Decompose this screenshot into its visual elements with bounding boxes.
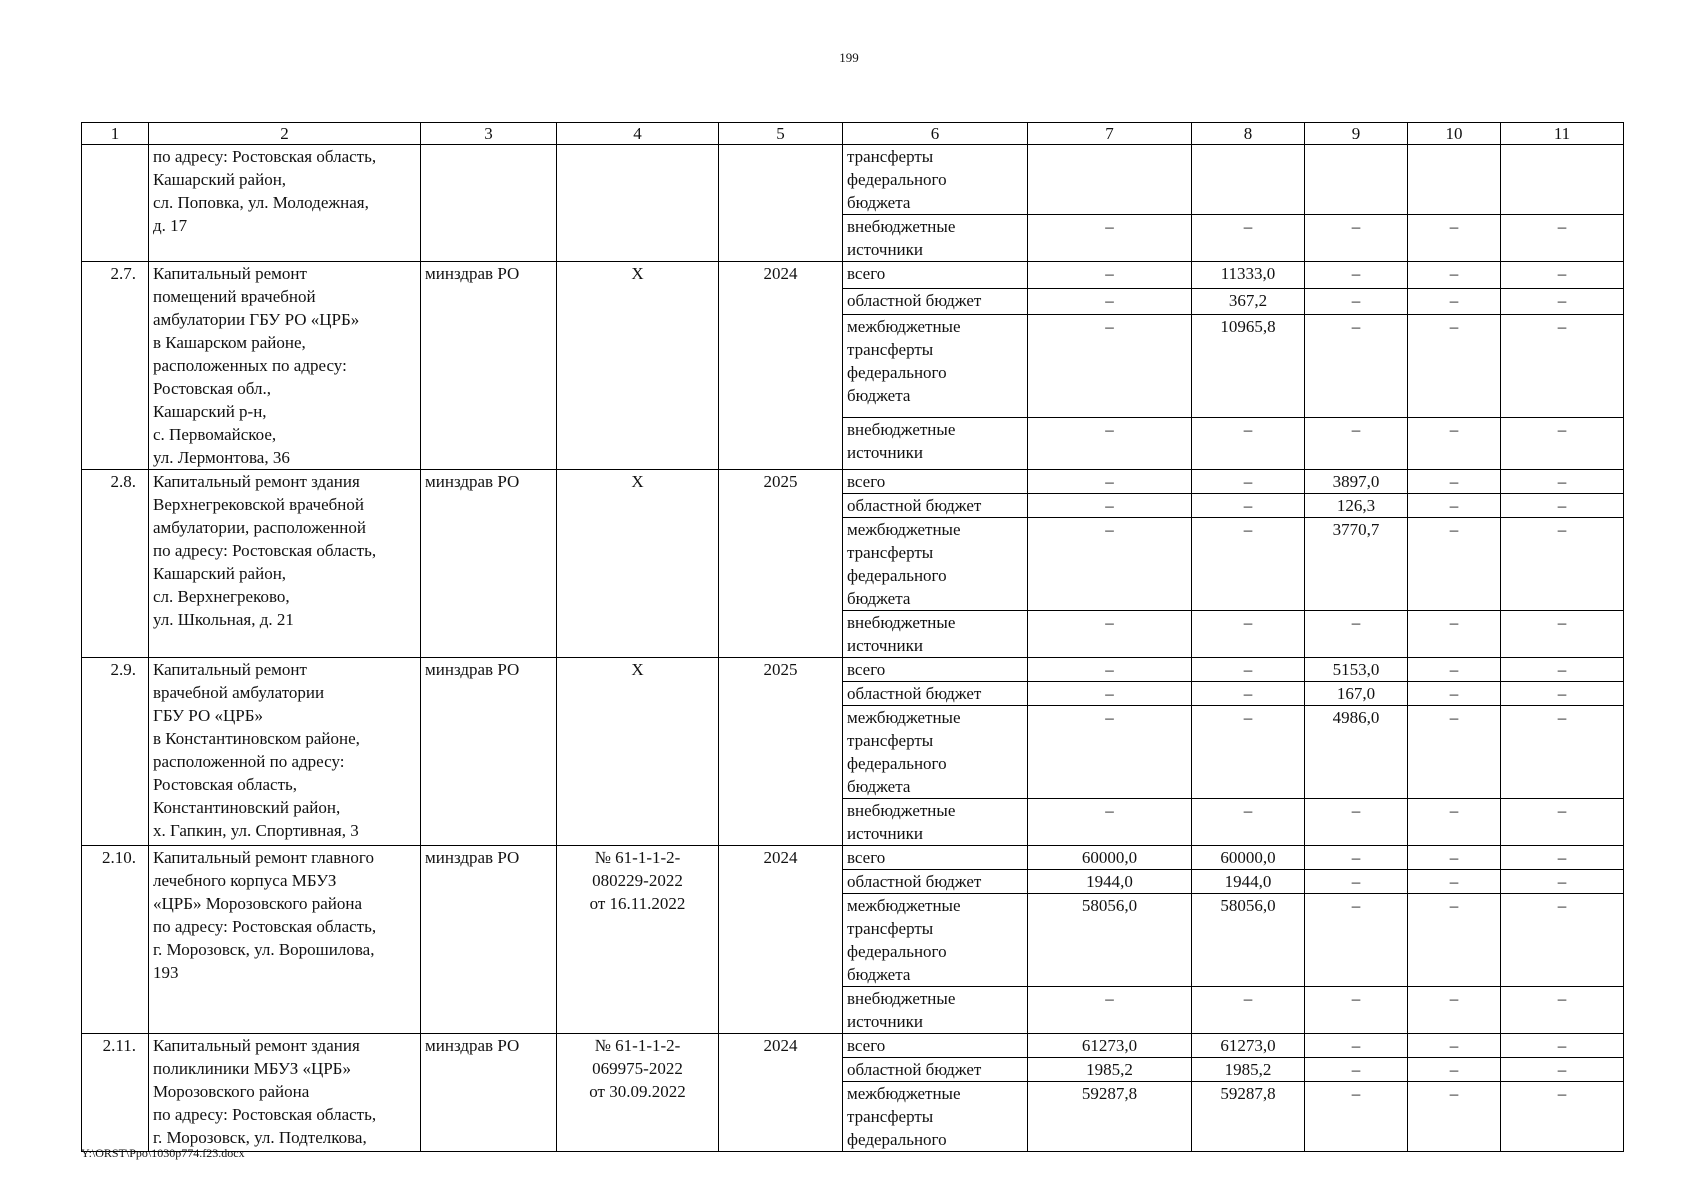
amount-cell: – <box>1028 470 1192 494</box>
amount-cell: – <box>1408 987 1501 1034</box>
item-number-cell <box>82 145 149 262</box>
header-cell: 4 <box>557 123 719 145</box>
amount-cell: – <box>1501 706 1624 799</box>
header-cell: 10 <box>1408 123 1501 145</box>
amount-cell: 59287,8 <box>1028 1082 1192 1152</box>
amount-cell: – <box>1501 1082 1624 1152</box>
amount-cell: – <box>1408 611 1501 658</box>
table-row <box>82 145 1624 215</box>
header-cell: 8 <box>1192 123 1305 145</box>
object-name-cell: Капитальный ремонт врачебной амбулатории ГБУ РО «ЦРБ» в Константиновском районе, расположенной по адресу: Ростовская область, Константиновский район, х. Гапкин, ул. Спортивная, 3 <box>149 658 421 846</box>
executor-cell: минздрав РО <box>421 1034 557 1152</box>
amount-cell: – <box>1028 315 1192 418</box>
object-name-cell: по адресу: Ростовская область, Кашарский район, сл. Поповка, ул. Молодежная, д. 17 <box>149 145 421 262</box>
amount-cell: – <box>1192 417 1305 469</box>
document-cell: № 61-1-1-2- 080229-2022 от 16.11.2022 <box>557 846 719 1034</box>
amount-cell: – <box>1028 215 1192 262</box>
amount-cell: – <box>1501 1034 1624 1058</box>
amount-cell: – <box>1028 288 1192 315</box>
table-row <box>82 846 1624 870</box>
header-cell: 2 <box>149 123 421 145</box>
item-number-cell: 2.9. <box>82 658 149 846</box>
amount-cell: – <box>1408 417 1501 469</box>
amount-cell: – <box>1305 417 1408 469</box>
funding-source-cell: всего <box>843 262 1028 289</box>
item-number-cell: 2.8. <box>82 470 149 658</box>
amount-cell: 11333,0 <box>1192 262 1305 289</box>
funding-source-cell: всего <box>843 658 1028 682</box>
document-cell: № 61-1-1-2- 069975-2022 от 30.09.2022 <box>557 1034 719 1152</box>
amount-cell: – <box>1305 262 1408 289</box>
amount-cell <box>1028 145 1192 215</box>
amount-cell: – <box>1408 706 1501 799</box>
amount-cell: – <box>1192 799 1305 846</box>
amount-cell: – <box>1305 315 1408 418</box>
funding-source-cell: межбюджетные трансферты федерального бюджета <box>843 518 1028 611</box>
document-cell <box>557 145 719 262</box>
item-number-cell: 2.11. <box>82 1034 149 1152</box>
amount-cell: – <box>1501 417 1624 469</box>
amount-cell: – <box>1305 870 1408 894</box>
amount-cell: – <box>1305 611 1408 658</box>
header-cell: 1 <box>82 123 149 145</box>
amount-cell: – <box>1305 894 1408 987</box>
amount-cell: – <box>1408 1058 1501 1082</box>
amount-cell: – <box>1408 846 1501 870</box>
amount-cell: – <box>1028 706 1192 799</box>
funding-source-cell: областной бюджет <box>843 1058 1028 1082</box>
year-cell: 2024 <box>719 262 843 470</box>
header-cell: 6 <box>843 123 1028 145</box>
amount-cell: – <box>1028 518 1192 611</box>
amount-cell: – <box>1028 799 1192 846</box>
amount-cell: – <box>1408 1034 1501 1058</box>
funding-source-cell: внебюджетные источники <box>843 611 1028 658</box>
header-cell: 7 <box>1028 123 1192 145</box>
budget-table <box>81 122 1624 1152</box>
table-row <box>82 1034 1624 1058</box>
amount-cell: – <box>1501 682 1624 706</box>
year-cell: 2024 <box>719 846 843 1034</box>
amount-cell: – <box>1192 518 1305 611</box>
amount-cell: – <box>1501 658 1624 682</box>
amount-cell: – <box>1501 870 1624 894</box>
amount-cell: – <box>1501 494 1624 518</box>
amount-cell: 61273,0 <box>1192 1034 1305 1058</box>
amount-cell: 61273,0 <box>1028 1034 1192 1058</box>
amount-cell: 1944,0 <box>1192 870 1305 894</box>
amount-cell: – <box>1028 494 1192 518</box>
funding-source-cell: трансферты федерального бюджета <box>843 145 1028 215</box>
amount-cell: 3897,0 <box>1305 470 1408 494</box>
amount-cell: 1985,2 <box>1028 1058 1192 1082</box>
amount-cell: – <box>1408 682 1501 706</box>
amount-cell: – <box>1501 262 1624 289</box>
amount-cell: – <box>1501 1058 1624 1082</box>
amount-cell: – <box>1305 846 1408 870</box>
amount-cell: – <box>1408 518 1501 611</box>
amount-cell: – <box>1501 846 1624 870</box>
table-row <box>82 262 1624 289</box>
amount-cell: – <box>1408 494 1501 518</box>
amount-cell: – <box>1501 894 1624 987</box>
year-cell: 2025 <box>719 470 843 658</box>
amount-cell: – <box>1408 799 1501 846</box>
executor-cell: минздрав РО <box>421 262 557 470</box>
amount-cell: – <box>1408 288 1501 315</box>
table-row <box>82 658 1624 682</box>
year-cell: 2025 <box>719 658 843 846</box>
executor-cell: минздрав РО <box>421 658 557 846</box>
amount-cell: 126,3 <box>1305 494 1408 518</box>
amount-cell: – <box>1305 1058 1408 1082</box>
amount-cell: – <box>1408 470 1501 494</box>
amount-cell: 167,0 <box>1305 682 1408 706</box>
amount-cell: – <box>1192 658 1305 682</box>
amount-cell: – <box>1028 987 1192 1034</box>
amount-cell: 58056,0 <box>1028 894 1192 987</box>
year-cell <box>719 145 843 262</box>
funding-source-cell: межбюджетные трансферты федерального <box>843 1082 1028 1152</box>
amount-cell: 1985,2 <box>1192 1058 1305 1082</box>
funding-source-cell: областной бюджет <box>843 494 1028 518</box>
amount-cell: 58056,0 <box>1192 894 1305 987</box>
item-number-cell: 2.10. <box>82 846 149 1034</box>
funding-source-cell: всего <box>843 1034 1028 1058</box>
amount-cell: – <box>1501 215 1624 262</box>
header-cell: 11 <box>1501 123 1624 145</box>
year-cell: 2024 <box>719 1034 843 1152</box>
amount-cell: – <box>1408 215 1501 262</box>
executor-cell: минздрав РО <box>421 846 557 1034</box>
amount-cell: – <box>1192 215 1305 262</box>
funding-source-cell: всего <box>843 846 1028 870</box>
amount-cell: 10965,8 <box>1192 315 1305 418</box>
page-number: 199 <box>839 50 859 65</box>
amount-cell: – <box>1305 987 1408 1034</box>
amount-cell: – <box>1501 799 1624 846</box>
amount-cell: – <box>1501 987 1624 1034</box>
amount-cell: – <box>1192 682 1305 706</box>
header-cell: 5 <box>719 123 843 145</box>
amount-cell: 1944,0 <box>1028 870 1192 894</box>
amount-cell: – <box>1028 682 1192 706</box>
object-name-cell: Капитальный ремонт главного лечебного корпуса МБУЗ «ЦРБ» Морозовского района по адресу: Ростовская область, г. Морозовск, ул. Ворошилова, 193 <box>149 846 421 1034</box>
object-name-cell: Капитальный ремонт помещений врачебной амбулатории ГБУ РО «ЦРБ» в Кашарском районе, расположенных по адресу: Ростовская обл., Кашарский р-н, с. Первомайское, ул. Лермонтова, 36 <box>149 262 421 470</box>
amount-cell: 60000,0 <box>1192 846 1305 870</box>
amount-cell: – <box>1305 1034 1408 1058</box>
funding-source-cell: межбюджетные трансферты федерального бюджета <box>843 315 1028 418</box>
amount-cell: 3770,7 <box>1305 518 1408 611</box>
object-name-cell: Капитальный ремонт здания поликлиники МБУЗ «ЦРБ» Морозовского района по адресу: Ростовская область, г. Морозовск, ул. Подтелкова, <box>149 1034 421 1152</box>
amount-cell: – <box>1501 470 1624 494</box>
amount-cell: – <box>1305 215 1408 262</box>
amount-cell: – <box>1192 470 1305 494</box>
amount-cell: – <box>1408 870 1501 894</box>
funding-source-cell: областной бюджет <box>843 682 1028 706</box>
amount-cell: – <box>1305 1082 1408 1152</box>
executor-cell <box>421 145 557 262</box>
amount-cell: – <box>1192 611 1305 658</box>
funding-source-cell: областной бюджет <box>843 870 1028 894</box>
amount-cell: 367,2 <box>1192 288 1305 315</box>
amount-cell: – <box>1028 611 1192 658</box>
header-row <box>82 123 1624 145</box>
amount-cell: – <box>1028 262 1192 289</box>
funding-source-cell: областной бюджет <box>843 288 1028 315</box>
object-name-cell: Капитальный ремонт здания Верхнегрековской врачебной амбулатории, расположенной по адресу: Ростовская область, Кашарский район, сл. Верхнегреково, ул. Школьная, д. 21 <box>149 470 421 658</box>
document-cell: X <box>557 262 719 470</box>
item-number-cell: 2.7. <box>82 262 149 470</box>
amount-cell <box>1305 145 1408 215</box>
amount-cell: – <box>1028 658 1192 682</box>
amount-cell: – <box>1408 1082 1501 1152</box>
funding-source-cell: внебюджетные источники <box>843 215 1028 262</box>
amount-cell: 59287,8 <box>1192 1082 1305 1152</box>
amount-cell: – <box>1305 799 1408 846</box>
amount-cell: – <box>1305 288 1408 315</box>
amount-cell: – <box>1501 611 1624 658</box>
amount-cell: – <box>1408 262 1501 289</box>
amount-cell: – <box>1192 706 1305 799</box>
amount-cell <box>1192 145 1305 215</box>
funding-source-cell: внебюджетные источники <box>843 417 1028 469</box>
funding-source-cell: межбюджетные трансферты федерального бюджета <box>843 706 1028 799</box>
amount-cell: – <box>1192 987 1305 1034</box>
file-path-footer: Y:\ORST\Ppo\1030p774.f23.docx <box>81 1146 245 1160</box>
funding-source-cell: межбюджетные трансферты федерального бюджета <box>843 894 1028 987</box>
amount-cell: – <box>1408 894 1501 987</box>
amount-cell: 4986,0 <box>1305 706 1408 799</box>
header-cell: 3 <box>421 123 557 145</box>
amount-cell: – <box>1408 315 1501 418</box>
amount-cell: 60000,0 <box>1028 846 1192 870</box>
header-cell: 9 <box>1305 123 1408 145</box>
funding-source-cell: внебюджетные источники <box>843 799 1028 846</box>
amount-cell: – <box>1408 658 1501 682</box>
amount-cell: – <box>1501 315 1624 418</box>
amount-cell: – <box>1501 288 1624 315</box>
funding-source-cell: внебюджетные источники <box>843 987 1028 1034</box>
document-cell: X <box>557 658 719 846</box>
amount-cell: – <box>1192 494 1305 518</box>
amount-cell: – <box>1028 417 1192 469</box>
amount-cell <box>1408 145 1501 215</box>
executor-cell: минздрав РО <box>421 470 557 658</box>
funding-source-cell: всего <box>843 470 1028 494</box>
amount-cell <box>1501 145 1624 215</box>
document-cell: X <box>557 470 719 658</box>
amount-cell: 5153,0 <box>1305 658 1408 682</box>
table-row <box>82 470 1624 494</box>
amount-cell: – <box>1501 518 1624 611</box>
